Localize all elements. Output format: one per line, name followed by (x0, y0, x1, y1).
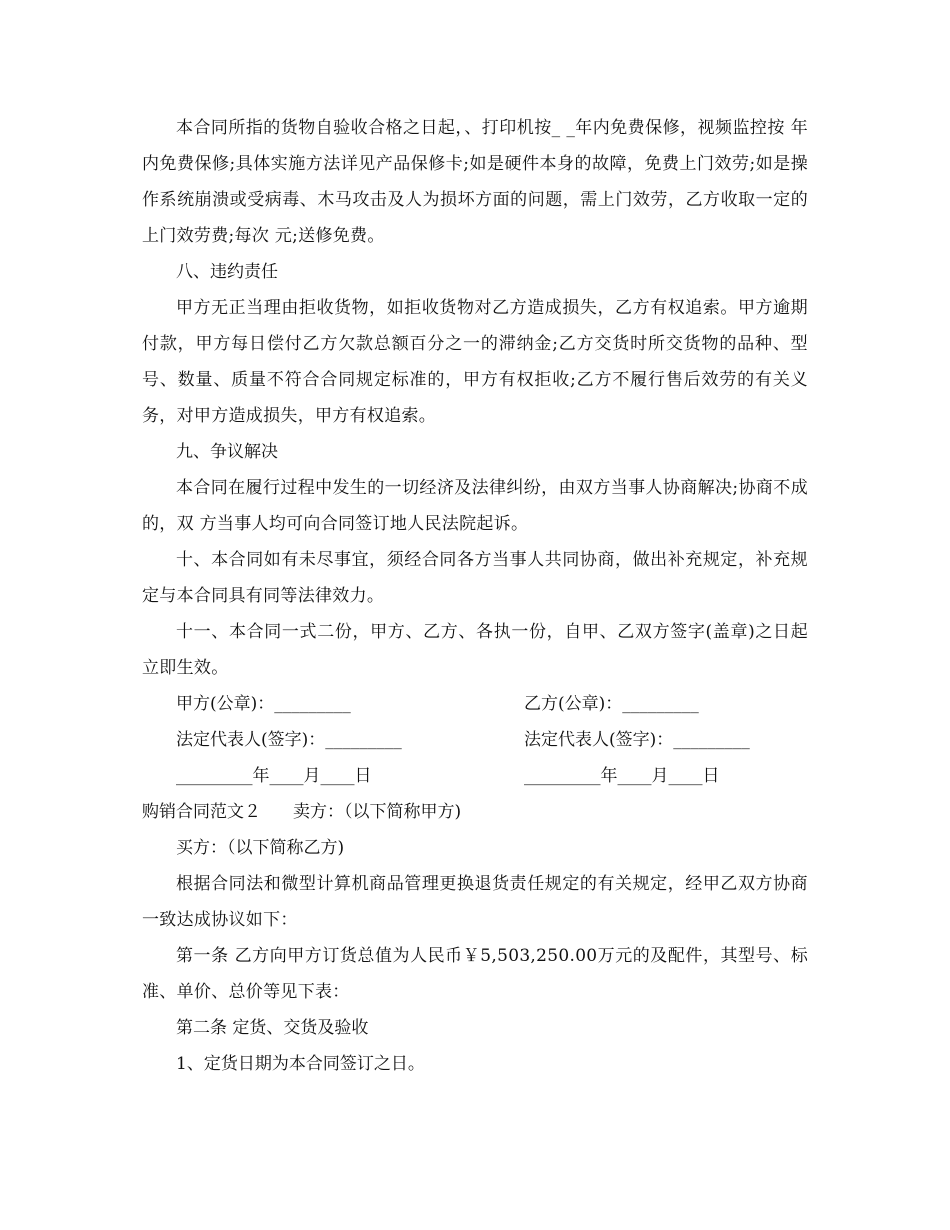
signature-date-row (142, 758, 808, 794)
party-a-date-line: _________年____月____日 (176, 766, 372, 786)
article-1-paragraph: 第一条 乙方向甲方订货总值为人民币￥5,503,250.00万元的及配件，其型号、标准、单价、总价等见下表： (142, 946, 808, 1002)
contract-2-title: 购销合同范文２ (142, 802, 261, 822)
section-9-body: 本合同在履行过程中发生的一切经济及法律纠纷，由双方当事人协商解决;协商不成的，双 方当事人均可向合同签订地人民法院起诉。 (142, 478, 808, 534)
section-11-paragraph: 十一、本合同一式二份，甲方、乙方、各执一份，自甲、乙双方签字(盖章)之日起立即生效。 (142, 622, 808, 678)
article-2-heading: 第二条 定货、交货及验收 (176, 1018, 369, 1038)
section-8-heading: 八、违约责任 (176, 262, 278, 282)
contract-2-intro: 根据合同法和微型计算机商品管理更换退货责任规定的有关规定，经甲乙双方协商一致达成协议如下： (142, 874, 808, 930)
party-b-seal-line: 乙方(公章)：_________ (524, 694, 699, 714)
section-8-body: 甲方无正当理由拒收货物，如拒收货物对乙方造成损失，乙方有权追索。甲方逾期付款，甲方每日偿付乙方欠款总额百分之一的滞纳金;乙方交货时所交货物的品种、型号、数量、质量不符合合同规定标准的，甲方有权拒收;乙方不履行售后效劳的有关义务，对甲方造成损失，甲方有权追索。 (142, 298, 808, 426)
warranty-paragraph: 本合同所指的货物自验收合格之日起，、打印机按_ _年内免费保修，视频监控按 年内免费保修;具体实施方法详见产品保修卡;如是硬件本身的故障，免费上门效劳;如是操作系统崩溃或受病毒、木马攻击及人为损坏方面的问题，需上门效劳，乙方收取一定的上门效劳费;每次 元;送修免费。 (142, 118, 808, 246)
seller-line: 卖方：（以下简称甲方) (293, 802, 462, 822)
section-10-paragraph: 十、本合同如有未尽事宜，须经合同各方当事人共同协商，做出补充规定，补充规定与本合同具有同等法律效力。 (142, 550, 808, 606)
contract-2-title-line (142, 794, 808, 830)
party-a-seal-line: 甲方(公章)：_________ (176, 694, 351, 714)
signature-rep-row (142, 722, 808, 758)
buyer-line: 买方：（以下简称乙方) (176, 838, 345, 858)
signature-seal-row (142, 686, 808, 722)
article-2-item-1: 1、定货日期为本合同签订之日。 (176, 1054, 425, 1074)
party-b-rep-line: 法定代表人(签字)：_________ (524, 730, 750, 750)
document-page (142, 110, 808, 1082)
party-a-rep-line: 法定代表人(签字)：_________ (176, 730, 402, 750)
section-9-heading: 九、争议解决 (176, 442, 278, 462)
party-b-date-line: _________年____月____日 (524, 766, 720, 786)
